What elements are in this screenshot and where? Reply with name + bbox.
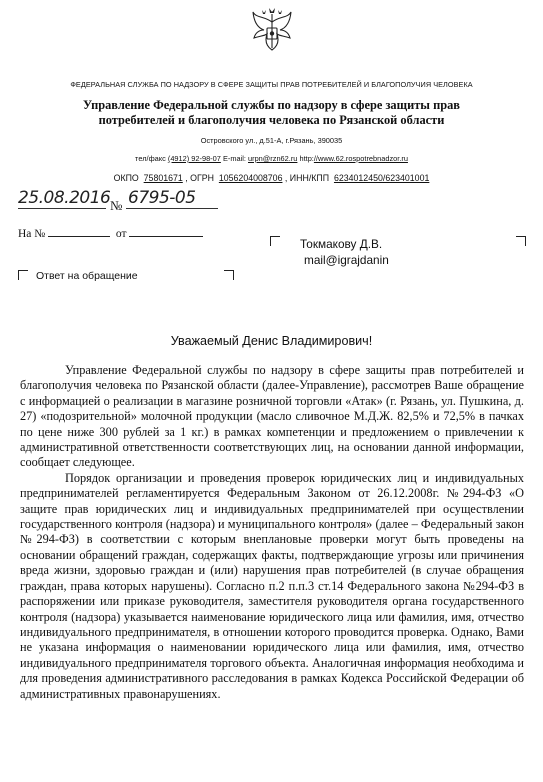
department-title: Управление Федеральной службы по надзору в сфере защиты прав потребителей и благополучия человека по Рязанской области bbox=[83, 98, 460, 127]
recipient-name: Токмакову Д.В. bbox=[300, 237, 383, 251]
subject-line: Ответ на обращение bbox=[36, 270, 138, 282]
phone: (4912) 92-98-07 bbox=[167, 154, 221, 163]
address: Островского ул., д.51-А, г.Рязань, 390035 bbox=[200, 136, 343, 145]
recipient-corner-left bbox=[270, 236, 280, 246]
ref-number-blank bbox=[48, 226, 110, 237]
date-underline bbox=[18, 208, 106, 209]
recipient-corner-right bbox=[516, 236, 526, 246]
org-codes bbox=[0, 173, 543, 183]
agency-name: ФЕДЕРАЛЬНАЯ СЛУЖБА ПО НАДЗОРУ В СФЕРЕ ЗАЩИТЫ ПРАВ ПОТРЕБИТЕЛЕЙ И БЛАГОПОЛУЧИЯ ЧЕЛОВЕКА bbox=[70, 80, 473, 89]
contacts-line bbox=[0, 154, 543, 163]
recipient-email: mail@igrajdanin bbox=[304, 253, 389, 267]
subject-corner-left bbox=[18, 270, 28, 280]
site-link[interactable]: //www.62.rospotrebnadzor.ru bbox=[313, 154, 408, 163]
ref-date-blank bbox=[129, 226, 203, 237]
ref-from-label: от bbox=[115, 228, 127, 240]
ogrn-label: , ОГРН bbox=[185, 173, 214, 183]
recipient-block bbox=[300, 236, 389, 268]
paragraph-2: Порядок организации и проведения проверок юридических лиц и индивидуальных предпринимателей регламентируется Федеральным Законом от 26.12.2008г. №294-ФЗ «О защите прав юридических лиц и индивидуальных предпринимателей при осуществлении государственного контроля (надзора) и муниципального контроля» (далее – Федеральный закон №294-ФЗ) в соответствии с которым внеплановые проверки могут быть проведены на основании обращений граждан, содержащих факты, подтверждающие угрозы или причинения вреда жизни, здоровью граждан и (или) нарушения прав потребителей (в случае обращения граждан, права которых нарушены). Согласно п.2 п.п.3 ст.14 Федерального закона №294-ФЗ в распоряжении или приказе руководителя, заместителя руководителя органа государственного контроля (надзора) указывается наименование юридического лица или фамилия, имя, отчество индивидуального предпринимателя, в отношении которого проводится проверка. Однако, Вами не указана информация о наименовании юридического лица или фамилия, имя, отчество индивидуального предпринимателя торгового объекта. Аналогичная информация необходима и для проведения административного расследования в рамках Кодекса Российской Федерации об административных правонарушениях. bbox=[20, 470, 524, 701]
registration-date: 25.08.2016 bbox=[18, 188, 111, 208]
paragraph-1: Управление Федеральной службы по надзору в сфере защиты прав потребителей и благополучия человека по Рязанской области (далее-Управление), рассмотрев Ваше обращение с информацией о реализации в магазине розничной торговли «Атак» (г. Рязань, ул. Пушкина, д. 27) «подозрительной» молочной продукции (масло сливочное М.Д.Ж. 82,5% и 72,5% в пачках по цене ниже 300 рублей за 1 кг.) в рамках компетенции и предложением о привлечении к административной ответственности соответствующих лиц, на основании данной информации, сообщает следующее. bbox=[20, 363, 524, 470]
email-label: E-mail: bbox=[222, 154, 246, 163]
inn-value: 6234012450/623401001 bbox=[333, 173, 430, 183]
letter-body bbox=[20, 363, 524, 702]
ogrn-value: 1056204008706 bbox=[218, 173, 283, 183]
reference-line bbox=[18, 226, 203, 240]
okpo-label: ОКПО bbox=[113, 173, 139, 183]
inn-label: , ИНН/КПП bbox=[284, 173, 330, 183]
greeting: Уважаемый Денис Владимирович! bbox=[170, 334, 373, 348]
ref-number-label: На № bbox=[18, 228, 46, 240]
phone-label: тел/факс bbox=[135, 154, 166, 163]
subject-corner-right bbox=[224, 270, 234, 280]
site-label: http: bbox=[299, 154, 314, 163]
coat-of-arms-icon bbox=[250, 8, 294, 54]
email-link[interactable]: urpn@rzn62.ru bbox=[248, 154, 298, 163]
okpo-value: 75801671 bbox=[143, 173, 183, 183]
number-sign: № bbox=[110, 198, 123, 213]
registration-number: 6795-05 bbox=[128, 188, 196, 208]
number-underline bbox=[126, 208, 218, 209]
